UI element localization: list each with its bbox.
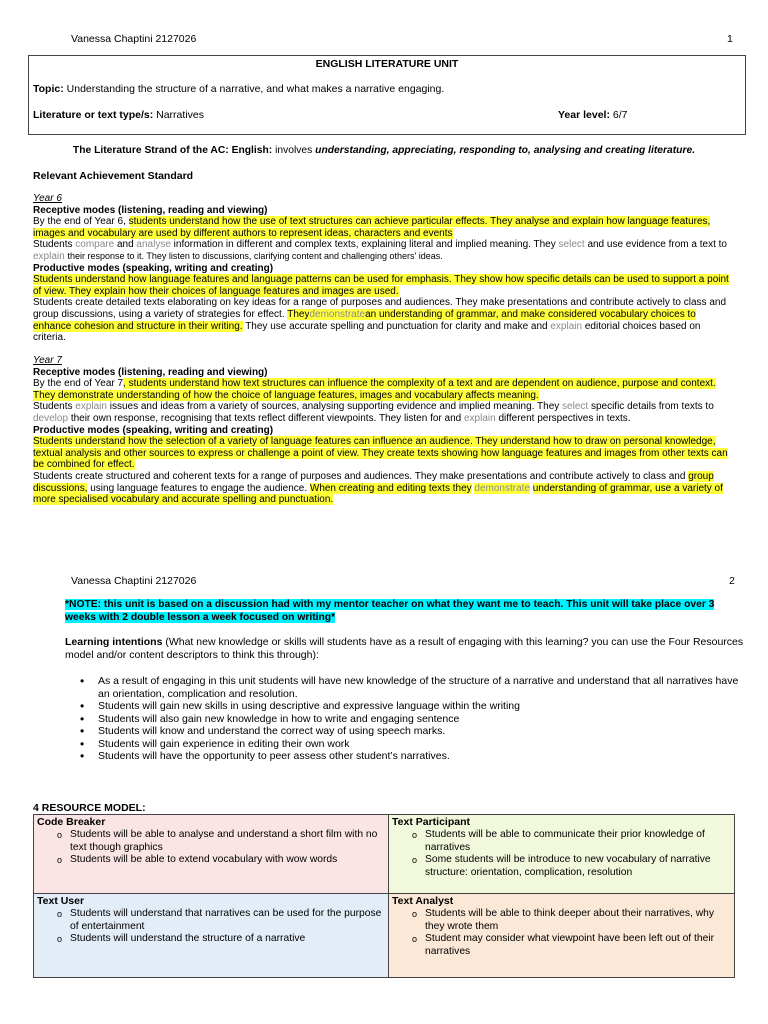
cell-item: o Students will be able to communicate their prior knowledge of narratives — [392, 829, 731, 854]
highlighted-text: Students understand how the selection of a variety of language features can influence an audience. They understand how to draw on personal knowledge, textual analysis and other sources to express or challenge a point of view. They create texts showing how language features and images from other texts can be combined for effect. — [33, 436, 728, 471]
highlighted-text: understanding of grammar, use a variety of more specialised vocabulary and accurate spelling and punctuation. — [33, 482, 723, 506]
text-run: issues and ideas from a variety of sources, analysing supporting evidence and implied meaning. They — [109, 401, 560, 413]
highlighted-text: They — [287, 308, 310, 320]
literature-line — [33, 109, 204, 121]
year6-productive-para1 — [33, 274, 733, 297]
verb-word: select — [562, 401, 589, 413]
verb-word: compare — [75, 239, 115, 251]
cell-title: Code Breaker — [37, 816, 106, 828]
year6-section — [33, 193, 733, 344]
text-run: By the end of Year 7 — [33, 378, 124, 390]
unit-title: ENGLISH LITERATURE UNIT — [315, 58, 459, 70]
verb-word: develop — [33, 412, 69, 424]
page2-number: 2 — [729, 575, 735, 587]
learning-intentions-prompt: (What new knowledge or skills will students have as a result of engaging with this learning? you can use the Four Resources model and/or content descriptors to think this through): — [65, 636, 744, 661]
cell-title: Text User — [37, 895, 85, 907]
text-run: They use accurate spelling and punctuation for clarity and make and — [245, 320, 548, 332]
learning-intention-item: • Students will gain new skills in using descriptive and expressive language within the writing — [68, 700, 740, 713]
literature-strand — [0, 145, 768, 156]
learning-intention-item: • Students will also gain new knowledge in how to write and engaging sentence — [68, 713, 740, 726]
verb-word: select — [558, 239, 585, 251]
year-level-value: 6/7 — [612, 109, 628, 121]
topic-label: Topic: — [33, 83, 64, 95]
text-run: their own response, recognising that texts reflect different viewpoints. They listen for and — [70, 412, 462, 424]
cell-item: o Students will understand the structure of a narrative — [37, 933, 385, 946]
learning-intention-item: • As a result of engaging in this unit students will have new knowledge of the structure of a narrative and understand that all narratives have an orientation, complication and resolution. — [68, 675, 740, 700]
text-user-cell — [34, 894, 389, 977]
text-participant-cell — [389, 815, 734, 894]
text-run: different perspectives in texts. — [498, 412, 631, 424]
unit-header-box — [28, 55, 746, 135]
cell-item: o Students will understand that narratives can be used for the purpose of entertainment — [37, 908, 385, 933]
year7-section — [33, 355, 733, 506]
highlighted-text: an understanding of grammar, and make considered vocabulary choices to enhance cohesion and structure in their writing. — [33, 308, 696, 332]
cell-item: o Some students will be introduce to new vocabulary of narrative structure: orientation, complication, resolution — [392, 854, 731, 879]
learning-intention-item: • Students will know and understand the correct way of using speech marks. — [68, 725, 740, 738]
year7-productive-para2 — [33, 471, 733, 506]
text-run: using language features to engage the audience. — [90, 482, 308, 494]
cell-item: o Students will be able to extend vocabulary with wow words — [37, 854, 385, 867]
year6-receptive-para2 — [33, 239, 733, 262]
topic-value: Understanding the structure of a narrative, and what makes a narrative engaging. — [66, 83, 445, 95]
year-level-line — [558, 109, 628, 121]
text-run: By the end of Year 6, — [33, 216, 126, 228]
verb-word: explain — [75, 401, 107, 413]
code-breaker-cell — [34, 815, 389, 894]
year6-receptive-para1 — [33, 216, 733, 239]
page1-number: 1 — [727, 33, 733, 45]
verb-word: explain — [33, 250, 65, 262]
text-run: Students create structured and coherent texts for a range of purposes and audiences. They make presentations and contribute actively to class and — [33, 470, 686, 482]
text-run: Students create detailed texts elaborating on key ideas for a range of purposes and audiences. They make presentations and contribute actively to class and group discussions, using a variety of strategies for effect. — [33, 297, 727, 320]
text-run: Students — [33, 239, 73, 251]
cell-item: o Students will be able to think deeper about their narratives, why they wrote them — [392, 908, 731, 933]
verb-word: demonstrate — [309, 308, 366, 320]
year7-receptive-para1 — [33, 378, 733, 401]
year7-receptive-heading: Receptive modes (listening, reading and viewing) — [33, 366, 268, 378]
year7-productive-para1 — [33, 436, 733, 471]
year7-productive-heading: Productive modes (speaking, writing and creating) — [33, 424, 274, 436]
literature-value: Narratives — [156, 109, 204, 121]
year-level-label: Year level: — [558, 109, 610, 121]
learning-intentions-list — [68, 675, 740, 763]
verb-word: demonstrate — [474, 482, 531, 494]
cell-title: Text Participant — [392, 816, 470, 828]
verb-word: explain — [464, 412, 496, 424]
page1-author: Vanessa Chaptini 2127026 — [71, 33, 197, 45]
achievement-heading: Relevant Achievement Standard — [33, 170, 194, 182]
learning-intentions — [65, 636, 745, 662]
year6-label: Year 6 — [33, 193, 62, 204]
learning-intention-item: • Students will have the opportunity to peer assess other student’s narratives. — [68, 750, 740, 763]
year7-receptive-para2 — [33, 401, 733, 424]
text-run: their response to it. They listen to discussions, clarifying content and challenging others' ideas. — [67, 250, 443, 261]
highlighted-text: , students understand how text structures can influence the complexity of a text and are dependent on audience, purpose and context. They demonstrate understanding of how the choice of language features, images and vocabulary affects meaning. — [33, 378, 716, 401]
highlighted-note: *NOTE: this unit is based on a discussion had with my mentor teacher on what they want me to teach. This unit will take place over 3 weeks with 2 double lesson a week focused on writing* — [65, 599, 715, 623]
text-run: and use evidence from a text to — [587, 239, 727, 251]
resource-model-table — [33, 814, 735, 978]
text-analyst-cell — [389, 894, 734, 977]
text-run: Students — [33, 401, 73, 413]
verb-word: explain — [550, 320, 583, 332]
year6-receptive-heading: Receptive modes (listening, reading and viewing) — [33, 204, 268, 216]
learning-intention-item: • Students will gain experience in editing their own work — [68, 738, 740, 751]
highlighted-text: When creating and editing texts they — [309, 482, 472, 494]
topic-line — [33, 83, 444, 95]
highlighted-text: group discussions, — [33, 470, 714, 494]
text-run: and — [116, 239, 134, 251]
highlighted-text: Students understand how language features and language patterns can be used for emphasis. They show how specific details can be used to support a point of view. They explain how their choices of language features and images are used. — [33, 274, 729, 297]
text-run: information in different and complex texts, explaining literal and implied meaning. They — [173, 239, 556, 251]
highlighted-text: students understand how the use of text structures can achieve particular effects. They analyse and explain how language features, images and vocabulary are used by different authors to represent ideas, characters and events — [33, 216, 711, 239]
strand-italic: understanding, appreciating, responding to, analysing and creating literature. — [315, 145, 696, 156]
text-run: specific details from texts to — [590, 401, 714, 413]
literature-label: Literature or text type/s: — [33, 109, 154, 121]
mentor-note — [65, 598, 735, 624]
year7-label: Year 7 — [33, 355, 62, 366]
verb-word: analyse — [136, 239, 171, 251]
strand-bold: The Literature Strand of the AC: English: — [72, 145, 273, 156]
year6-productive-heading: Productive modes (speaking, writing and creating) — [33, 262, 274, 274]
year6-productive-para2 — [33, 297, 733, 343]
strand-normal: involves — [275, 145, 313, 156]
resource-model-heading: 4 RESOURCE MODEL: — [33, 802, 146, 814]
learning-intentions-label: Learning intentions — [65, 636, 163, 648]
cell-item: o Student may consider what viewpoint have been left out of their narratives — [392, 933, 731, 958]
text-run: editorial choices based on criteria. — [33, 320, 701, 344]
page2-author: Vanessa Chaptini 2127026 — [71, 575, 197, 587]
cell-item: o Students will be able to analyse and understand a short film with no text though graphics — [37, 829, 385, 854]
cell-title: Text Analyst — [392, 895, 454, 907]
